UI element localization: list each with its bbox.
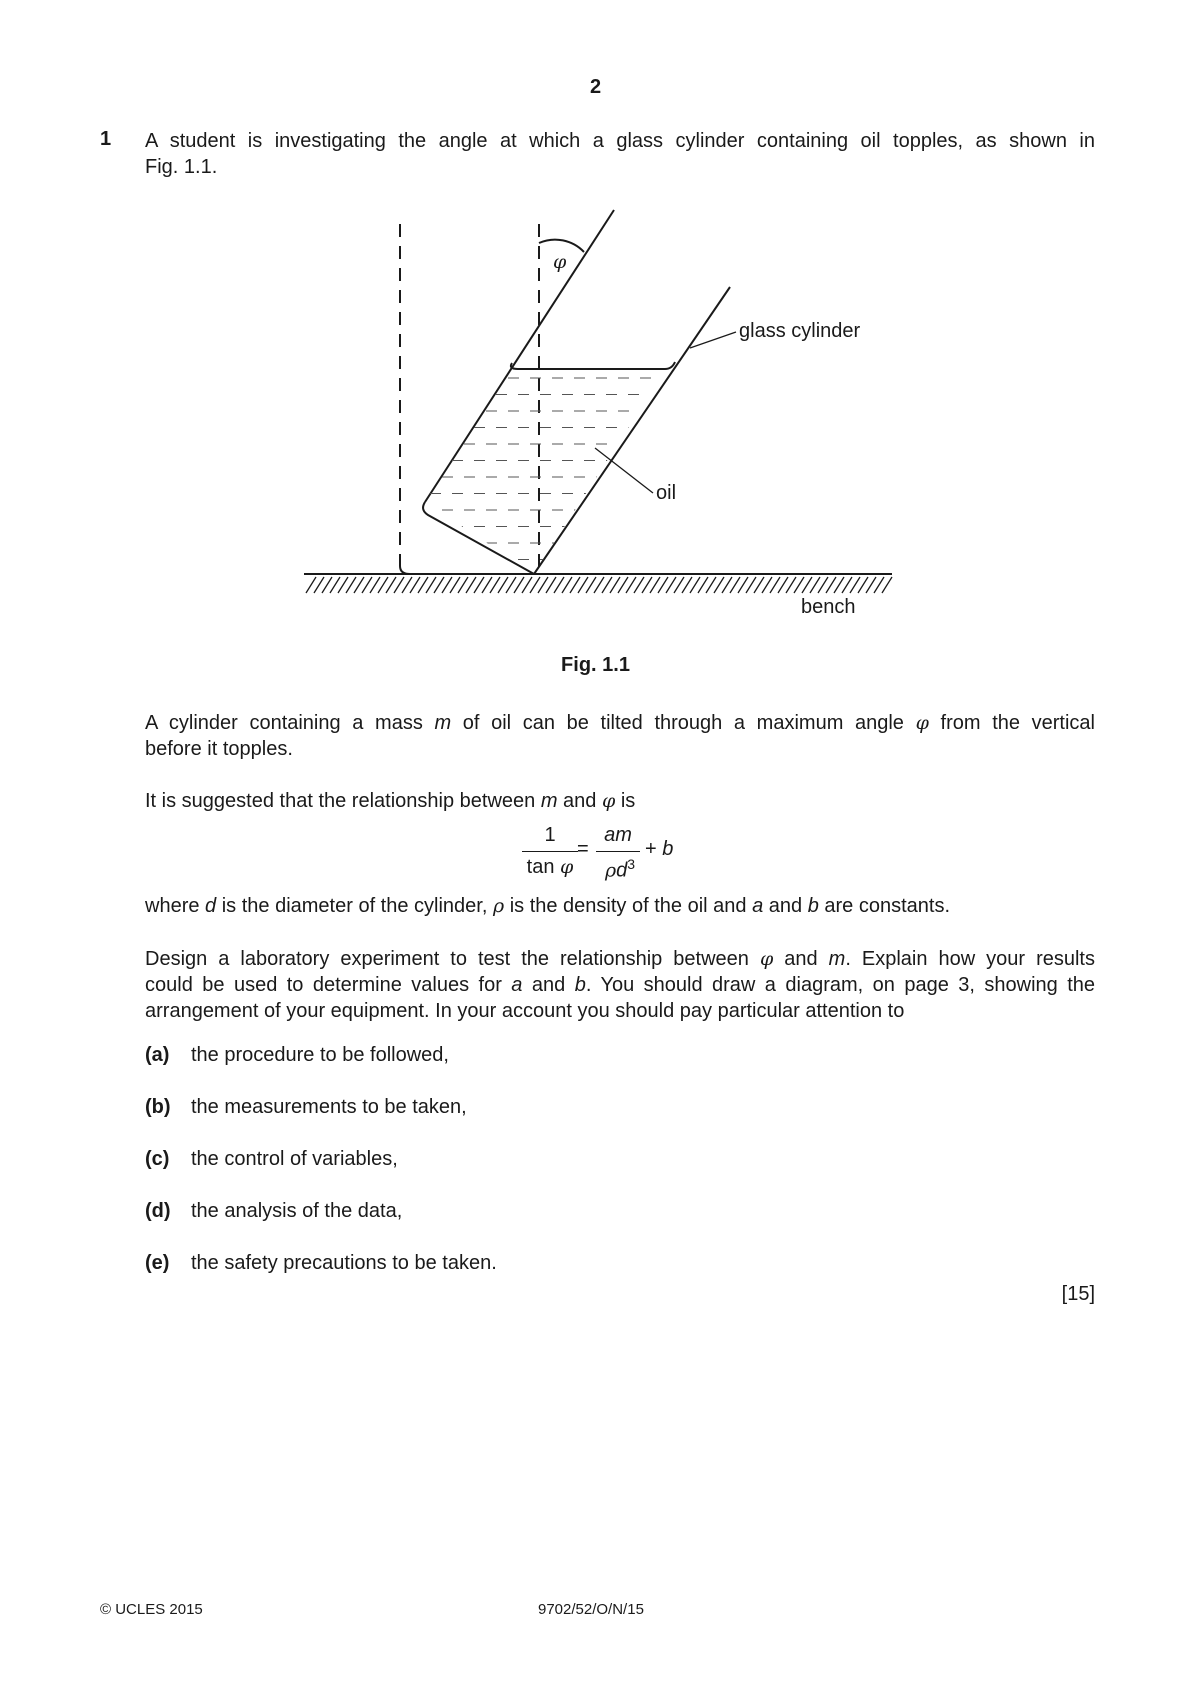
hatch-mark bbox=[626, 577, 636, 593]
p4-l2-a: could be used to determine values for bbox=[145, 974, 512, 996]
eq-rho: ρ bbox=[604, 859, 617, 882]
p3-a: a bbox=[752, 895, 764, 917]
p1-phi: φ bbox=[915, 712, 929, 734]
p2-text-2: and bbox=[557, 790, 602, 812]
hatch-mark bbox=[322, 577, 332, 593]
hatch-mark bbox=[666, 577, 676, 593]
hatch-mark bbox=[858, 577, 868, 593]
paragraph-4 bbox=[145, 946, 1095, 1024]
part-b-letter: (b) bbox=[145, 1096, 171, 1118]
eq-rhs-denominator bbox=[596, 856, 644, 883]
paragraph-2 bbox=[145, 788, 1095, 814]
hatch-mark bbox=[570, 577, 580, 593]
footer-paper-code: 9702/52/O/N/15 bbox=[538, 1601, 644, 1618]
hatch-mark bbox=[730, 577, 740, 593]
eq-d: d bbox=[616, 859, 628, 882]
hatch-mark bbox=[506, 577, 516, 593]
hatch-mark bbox=[866, 577, 876, 593]
hatch-mark bbox=[850, 577, 860, 593]
hatch-mark bbox=[394, 577, 404, 593]
hatch-mark bbox=[354, 577, 364, 593]
hatch-mark bbox=[490, 577, 500, 593]
p4-l2-c: . You should draw a diagram, on page 3, showing the bbox=[585, 974, 1096, 996]
hatch-mark bbox=[346, 577, 356, 593]
total-marks: [15] bbox=[1061, 1283, 1095, 1305]
hatch-mark bbox=[610, 577, 620, 593]
p4-l2-a-var: a bbox=[511, 974, 523, 996]
hatch-mark bbox=[450, 577, 460, 593]
hatch-mark bbox=[498, 577, 508, 593]
part-c-text: the control of variables, bbox=[191, 1148, 398, 1170]
hatch-mark bbox=[778, 577, 788, 593]
p2-text-3: is bbox=[615, 790, 636, 812]
hatch-mark bbox=[650, 577, 660, 593]
hatch-mark bbox=[586, 577, 596, 593]
p4-l1-phi: φ bbox=[759, 948, 774, 970]
hatch-mark bbox=[522, 577, 532, 593]
part-d-text: the analysis of the data, bbox=[191, 1200, 403, 1222]
hatch-mark bbox=[802, 577, 812, 593]
p4-line-3: arrangement of your equipment. In your account you should pay particular attention to bbox=[145, 1000, 905, 1022]
hatch-mark bbox=[706, 577, 716, 593]
p4-l1-m: m bbox=[828, 948, 846, 970]
p1-text-1: A cylinder containing a mass bbox=[145, 712, 435, 734]
hatch-mark bbox=[554, 577, 564, 593]
cylinder-left-wall bbox=[425, 210, 614, 502]
hatch-mark bbox=[514, 577, 524, 593]
p2-m: m bbox=[540, 790, 558, 812]
hatch-mark bbox=[458, 577, 468, 593]
p4-line-2 bbox=[145, 972, 1095, 998]
hatch-mark bbox=[602, 577, 612, 593]
hatch-mark bbox=[330, 577, 340, 593]
p4-l1-a: Design a laboratory experiment to test the relationship between bbox=[145, 948, 760, 970]
p3-b: b bbox=[807, 895, 819, 917]
hatch-mark bbox=[418, 577, 428, 593]
p3-d: d bbox=[205, 895, 217, 917]
p3-text-4: and bbox=[763, 895, 808, 917]
hatch-mark bbox=[722, 577, 732, 593]
cylinder-bottom bbox=[423, 502, 534, 574]
hatch-mark bbox=[786, 577, 796, 593]
p4-l2-b: and bbox=[522, 974, 575, 996]
phi-label: φ bbox=[553, 251, 567, 273]
hatch-mark bbox=[690, 577, 700, 593]
hatch-mark bbox=[538, 577, 548, 593]
footer-copyright: © UCLES 2015 bbox=[100, 1601, 203, 1618]
eq-tan: tan bbox=[526, 856, 561, 878]
oil-label: oil bbox=[656, 482, 677, 504]
p4-line-1 bbox=[145, 946, 1095, 972]
part-a-letter: (a) bbox=[145, 1044, 170, 1066]
hatch-mark bbox=[826, 577, 836, 593]
eq-plus: + bbox=[645, 838, 663, 860]
eq-lhs-numerator: 1 bbox=[544, 824, 556, 846]
p1-line-2: before it topples. bbox=[145, 738, 293, 760]
intro-line-2: Fig. 1.1. bbox=[145, 156, 218, 178]
hatch-mark bbox=[314, 577, 324, 593]
p3-text-3: is the density of the oil and bbox=[504, 895, 753, 917]
hatch-mark bbox=[306, 577, 316, 593]
part-c-letter: (c) bbox=[145, 1148, 170, 1170]
hatch-mark bbox=[562, 577, 572, 593]
eq-plus-b bbox=[645, 838, 673, 861]
hatch-mark bbox=[466, 577, 476, 593]
bench-label: bench bbox=[801, 596, 856, 618]
hatch-mark bbox=[410, 577, 420, 593]
eq-rhs-numerator: am bbox=[604, 824, 632, 846]
hatch-mark bbox=[874, 577, 884, 593]
p3-text-2: is the diameter of the cylinder, bbox=[216, 895, 493, 917]
p3-text-1: where bbox=[145, 895, 206, 917]
eq-b: b bbox=[662, 838, 674, 860]
hatch-mark bbox=[682, 577, 692, 593]
hatch-mark bbox=[426, 577, 436, 593]
p4-l1-c: . Explain how your results bbox=[845, 948, 1095, 970]
question-number: 1 bbox=[100, 128, 112, 150]
hatch-mark bbox=[642, 577, 652, 593]
hatch-mark bbox=[834, 577, 844, 593]
glass-cylinder-label: glass cylinder bbox=[739, 320, 861, 342]
p4-l2-b-var: b bbox=[574, 974, 586, 996]
p1-text-2: of oil can be tilted through a maximum angle bbox=[451, 712, 916, 734]
p1-text-3: from the vertical bbox=[928, 712, 1095, 734]
hatch-mark bbox=[546, 577, 556, 593]
hatch-mark bbox=[578, 577, 588, 593]
hatch-mark bbox=[482, 577, 492, 593]
paragraph-3 bbox=[145, 893, 1095, 919]
part-a-text: the procedure to be followed, bbox=[191, 1044, 449, 1066]
hatch-mark bbox=[618, 577, 628, 593]
paragraph-1 bbox=[145, 710, 1095, 762]
part-e-letter: (e) bbox=[145, 1252, 170, 1274]
hatch-mark bbox=[370, 577, 380, 593]
hatch-mark bbox=[882, 577, 892, 593]
eq-phi: φ bbox=[560, 856, 574, 878]
part-e-text: the safety precautions to be taken. bbox=[191, 1252, 497, 1274]
hatch-mark bbox=[738, 577, 748, 593]
hatch-mark bbox=[402, 577, 412, 593]
eq-lhs-denominator bbox=[518, 856, 582, 879]
hatch-mark bbox=[594, 577, 604, 593]
p2-text-1: It is suggested that the relationship between bbox=[145, 790, 541, 812]
hatch-mark bbox=[338, 577, 348, 593]
cylinder-right-wall bbox=[534, 287, 730, 574]
part-d-letter: (d) bbox=[145, 1200, 171, 1222]
part-b-text: the measurements to be taken, bbox=[191, 1096, 467, 1118]
hatch-mark bbox=[754, 577, 764, 593]
hatch-mark bbox=[674, 577, 684, 593]
p3-rho: ρ bbox=[492, 895, 505, 917]
eq-lhs-fraction-bar bbox=[522, 851, 578, 852]
p2-phi: φ bbox=[601, 790, 616, 812]
p3-text-5: are constants. bbox=[818, 895, 950, 917]
hatch-mark bbox=[762, 577, 772, 593]
dashed-corner bbox=[400, 566, 410, 574]
eq-equals: = bbox=[577, 838, 589, 860]
p4-l1-b: and bbox=[773, 948, 829, 970]
hatch-mark bbox=[746, 577, 756, 593]
hatch-mark bbox=[770, 577, 780, 593]
hatch-mark bbox=[442, 577, 452, 593]
eq-exponent: 3 bbox=[627, 856, 636, 872]
intro-line-1: A student is investigating the angle at which a glass cylinder containing oil topples, as shown in bbox=[145, 130, 1095, 152]
figure-caption: Fig. 1.1 bbox=[561, 654, 630, 676]
hatch-mark bbox=[634, 577, 644, 593]
hatch-mark bbox=[658, 577, 668, 593]
hatch-mark bbox=[474, 577, 484, 593]
hatch-mark bbox=[698, 577, 708, 593]
hatch-mark bbox=[386, 577, 396, 593]
hatch-mark bbox=[810, 577, 820, 593]
page-number: 2 bbox=[589, 76, 602, 98]
oil-surface bbox=[511, 362, 675, 369]
eq-rhs-fraction-bar bbox=[596, 851, 640, 852]
p1-m: m bbox=[434, 712, 452, 734]
hatch-mark bbox=[434, 577, 444, 593]
hatch-mark bbox=[818, 577, 828, 593]
hatch-mark bbox=[714, 577, 724, 593]
bench-hatch-marks bbox=[306, 577, 892, 593]
hatch-mark bbox=[378, 577, 388, 593]
hatch-mark bbox=[794, 577, 804, 593]
hatch-mark bbox=[530, 577, 540, 593]
hatch-mark bbox=[362, 577, 372, 593]
hatch-mark bbox=[842, 577, 852, 593]
